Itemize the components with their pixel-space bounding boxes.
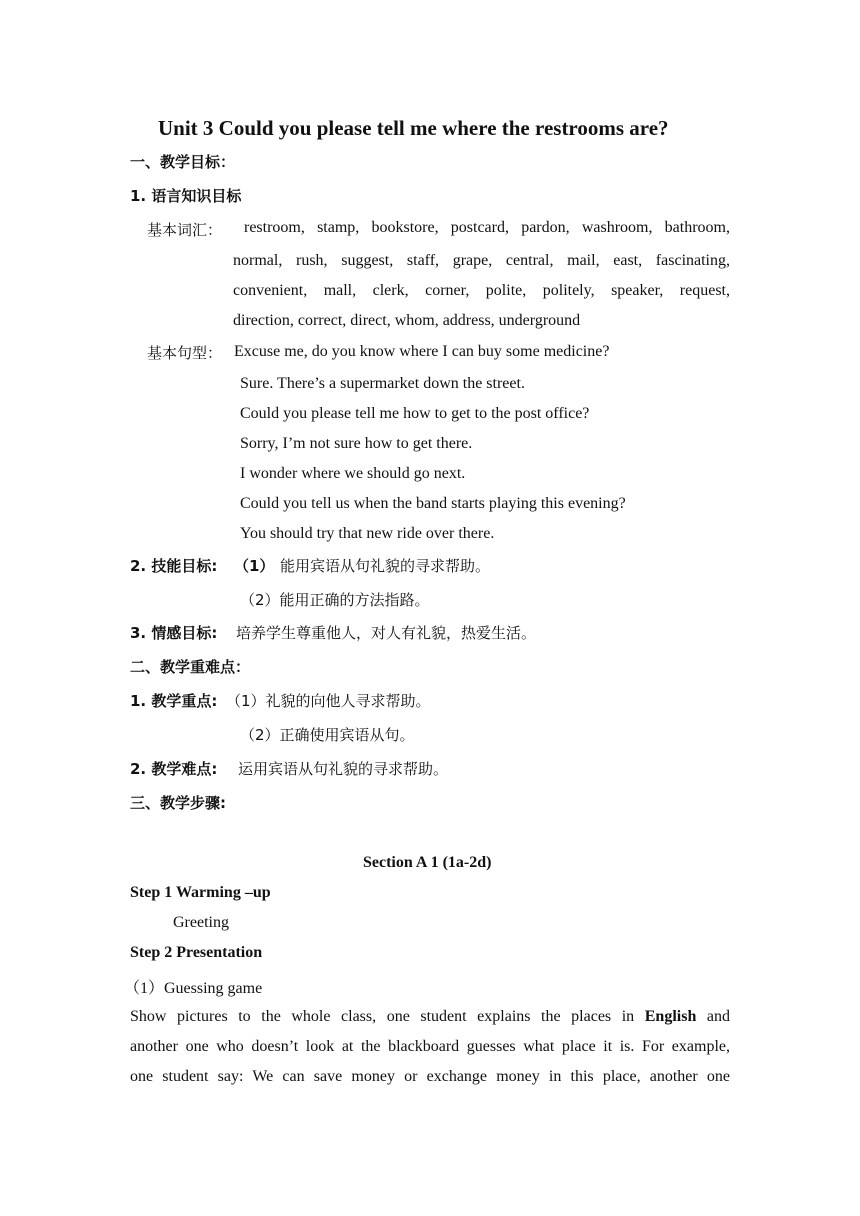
skill-item-number: （1） <box>234 557 275 575</box>
skill-goal-label: 2. 技能目标: <box>130 557 218 575</box>
difficulty-text: 运用宾语从句礼貌的寻求帮助。 <box>238 760 449 778</box>
emphasis-word: English <box>644 1008 697 1025</box>
skill-item: （2）能用正确的方法指路。 <box>240 591 430 609</box>
pattern-label: 基本句型： <box>147 344 223 362</box>
pattern-line: You should try that new ride over there. <box>240 525 495 542</box>
step-text: Greeting <box>173 914 229 931</box>
pattern-line: Sure. There’s a supermarket down the street. <box>240 375 525 392</box>
section-heading-keypoints: 二、教学重难点： <box>130 658 251 676</box>
pattern-line: Could you please tell me how to get to the post office? <box>240 405 590 422</box>
skill-item-text: 能用宾语从句礼貌的寻求帮助。 <box>280 557 491 575</box>
section-heading-objectives: 一、教学目标： <box>130 153 236 171</box>
vocab-line: restroom, stamp, bookstore, postcard, pardon, washroom, bathroom, <box>244 219 730 236</box>
activity-title: （1）Guessing game <box>124 980 263 997</box>
pattern-line: Could you tell us when the band starts playing this evening? <box>240 495 626 512</box>
vocab-line: direction, correct, direct, whom, address, underground <box>233 312 581 329</box>
section-heading-steps: 三、教学步骤: <box>130 794 226 812</box>
emotion-goal-text: 培养学生尊重他人，对人有礼貌，热爱生活。 <box>236 624 537 642</box>
language-goal-heading: 1. 语言知识目标 <box>130 187 242 205</box>
difficulty-label: 2. 教学难点: <box>130 760 218 778</box>
paragraph-line: Show pictures to the whole class, one student explains the places in English and <box>130 1008 731 1025</box>
pattern-line: Sorry, I’m not sure how to get there. <box>240 435 473 452</box>
paragraph-line: another one who doesn’t look at the blackboard guesses what place it is. For example, <box>130 1038 730 1055</box>
vocab-line: convenient, mall, clerk, corner, polite, politely, speaker, request, <box>233 282 730 299</box>
vocab-label: 基本词汇： <box>147 221 223 239</box>
emotion-goal-label: 3. 情感目标: <box>130 624 218 642</box>
key-point-item: （2）正确使用宾语从句。 <box>240 726 415 744</box>
paragraph-line: one student say: We can save money or exchange money in this place, another one <box>130 1068 730 1085</box>
key-point-label: 1. 教学重点: <box>130 692 218 710</box>
pattern-line: Excuse me, do you know where I can buy some medicine? <box>234 343 610 360</box>
key-point-item: （1）礼貌的向他人寻求帮助。 <box>226 692 431 710</box>
section-title: Section A 1 (1a-2d) <box>363 854 492 871</box>
pattern-line: I wonder where we should go next. <box>240 465 466 482</box>
vocab-line: normal, rush, suggest, staff, grape, central, mail, east, fascinating, <box>233 252 730 269</box>
step-heading: Step 1 Warming –up <box>130 884 271 901</box>
step-heading: Step 2 Presentation <box>130 944 263 961</box>
page-title: Unit 3 Could you please tell me where the restrooms are? <box>158 116 669 140</box>
